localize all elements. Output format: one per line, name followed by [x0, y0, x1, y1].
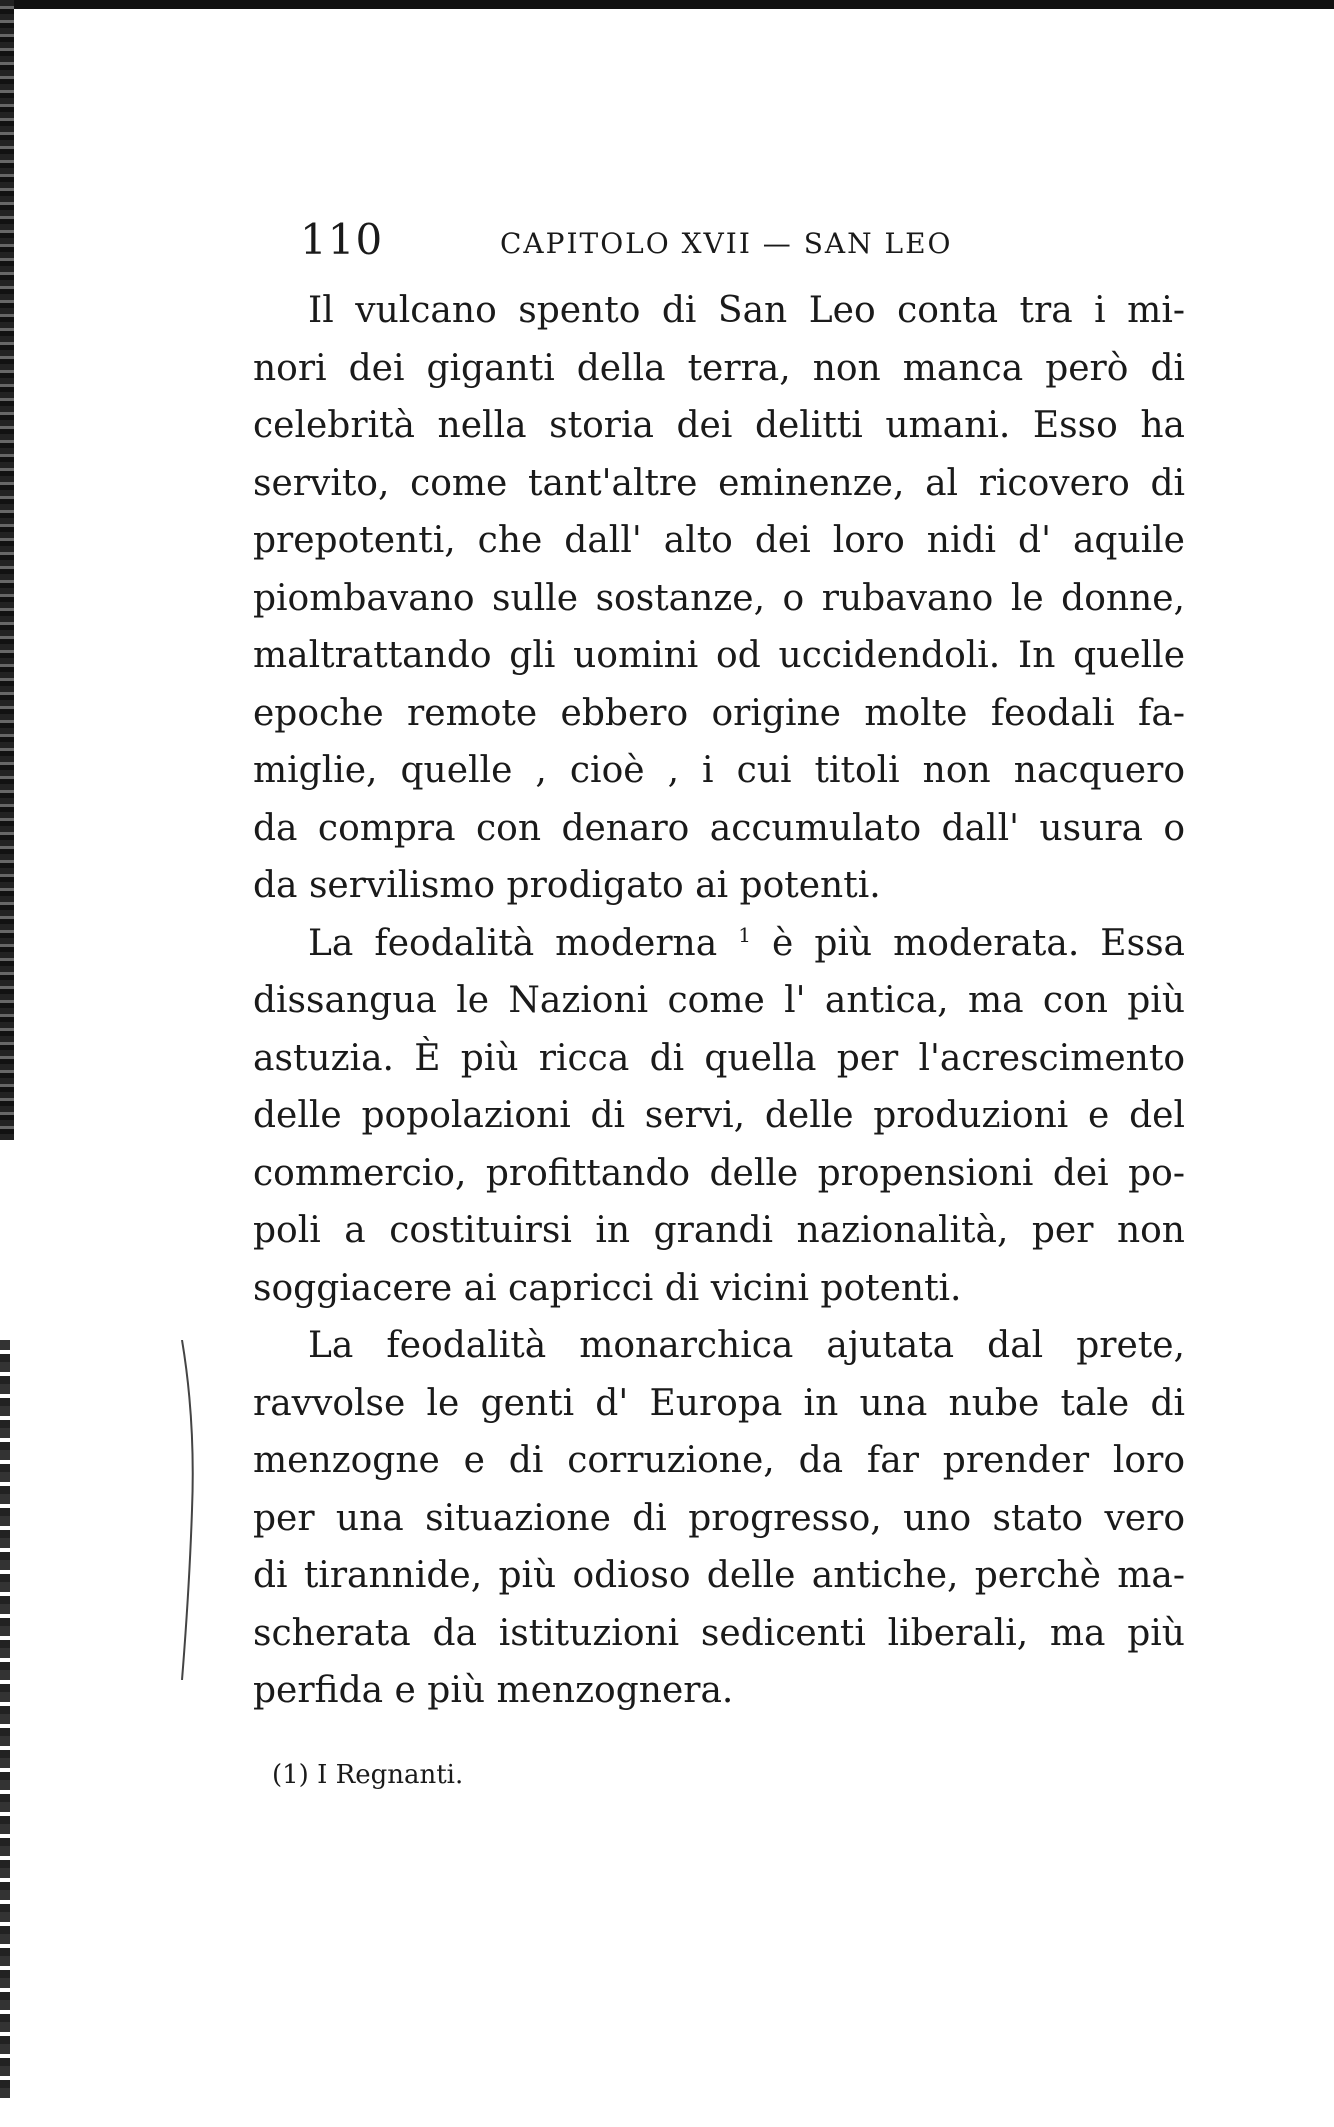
text-line: servito, come tant'altre eminenze, al ricovero di	[253, 462, 1185, 504]
text-line: prepotenti, che dall' alto dei loro nidi d' aquile	[253, 520, 1185, 561]
text-line: Il vulcano spento di San Leo conta tra i mi-	[308, 290, 1185, 331]
text-line: delle popolazioni di servi, delle produzioni e del	[253, 1095, 1185, 1136]
text-line: poli a costituirsi in grandi nazionalità, per non	[253, 1210, 1185, 1251]
text-line: da servilismo prodigato ai potenti.	[253, 865, 881, 906]
footnote-reference[interactable]: 1	[738, 922, 751, 947]
text-line: per una situazione di progresso, uno stato vero	[253, 1497, 1185, 1539]
text-line: ravvolse le genti d' Europa in una nube tale di	[253, 1382, 1185, 1424]
text-line: nori dei giganti della terra, non manca però di	[253, 347, 1185, 389]
page-header	[300, 215, 1040, 275]
scan-left-edge	[0, 0, 14, 1140]
text-line: maltrattando gli uomini od uccidendoli. In quelle	[253, 635, 1185, 676]
running-head: CAPITOLO XVII — SAN LEO	[500, 227, 953, 260]
text-line: menzogne e di corruzione, da far prender loro	[253, 1440, 1185, 1481]
text-line-with-footnote	[253, 915, 1185, 973]
text-line: perfida e più menzognera.	[253, 1670, 734, 1711]
text-fragment: La feodalità moderna	[308, 922, 718, 964]
text-line: da compra con denaro accumulato dall' usura o	[253, 807, 1185, 849]
text-line: miglie, quelle , cioè , i cui titoli non nacquero	[253, 750, 1185, 791]
footnote: (1) I Regnanti.	[272, 1760, 464, 1790]
text-line: piombavano sulle sostanze, o rubavano le donne,	[253, 577, 1185, 619]
text-line: soggiacere ai capricci di vicini potenti.	[253, 1267, 962, 1309]
page-number: 110	[300, 215, 384, 264]
text-line: dissangua le Nazioni come l' antica, ma con più	[253, 980, 1185, 1021]
scan-top-edge	[0, 0, 1334, 9]
body-text	[253, 282, 1185, 1720]
text-line: astuzia. È più ricca di quella per l'acrescimento	[253, 1037, 1185, 1079]
text-line: epoche remote ebbero origine molte feodali fa-	[253, 692, 1185, 734]
text-line: La feodalità monarchica ajutata dal prete,	[308, 1325, 1185, 1366]
margin-pencil-mark	[178, 1340, 208, 1680]
text-line: celebrità nella storia dei delitti umani. Esso ha	[253, 405, 1185, 446]
text-line: commercio, profittando delle propensioni dei po-	[253, 1152, 1185, 1194]
text-line: scherata da istituzioni sedicenti liberali, ma più	[253, 1612, 1185, 1654]
text-fragment: è più moderata. Essa	[772, 922, 1186, 964]
text-line: di tirannide, più odioso delle antiche, perchè ma-	[253, 1555, 1185, 1596]
scan-left-edge-lower	[0, 1340, 10, 2100]
